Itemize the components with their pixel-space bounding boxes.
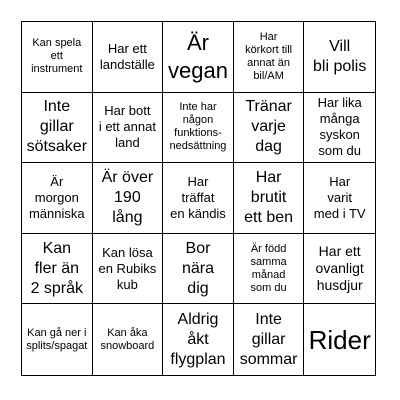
bingo-cell[interactable] (163, 304, 234, 375)
bingo-cell-text: Är över 190 lång (101, 168, 154, 226)
bingo-cell-text: Vill bli polis (313, 37, 367, 75)
bingo-cell[interactable] (163, 234, 234, 305)
bingo-cell[interactable] (163, 22, 234, 93)
bingo-cell-text: Kan åka snowboard (100, 326, 155, 352)
bingo-cell-text: Har körkort till annat än bil/AM (245, 30, 293, 82)
bingo-cell-text: Har varit med i TV (313, 173, 366, 221)
bingo-cell[interactable] (22, 163, 93, 234)
bingo-cell[interactable] (93, 234, 164, 305)
bingo-cell-text: Inte har någon funktions- nedsättning (169, 101, 227, 153)
bingo-cell[interactable] (163, 163, 234, 234)
bingo-cell[interactable] (234, 22, 305, 93)
bingo-cell[interactable] (22, 93, 93, 164)
bingo-cell[interactable] (304, 22, 375, 93)
bingo-board (21, 21, 376, 376)
bingo-cell-text: Rider (308, 324, 371, 355)
bingo-cell-text: Har ett landställe (99, 40, 155, 72)
bingo-cell-text: Är morgon människa (28, 173, 85, 221)
bingo-cell[interactable] (234, 163, 305, 234)
bingo-cell[interactable] (234, 93, 305, 164)
bingo-cell[interactable] (22, 304, 93, 375)
bingo-cell-text: Har ett ovanligt husdjur (315, 243, 364, 294)
bingo-cell-text: Har bott i ett annat land (98, 103, 156, 151)
bingo-cell[interactable] (163, 93, 234, 164)
bingo-cell[interactable] (234, 234, 305, 305)
bingo-cell-text: Kan lösa en Rubiks kub (98, 244, 157, 292)
bingo-cell-text: Är född samma månad som du (250, 242, 287, 294)
bingo-cell-text: Har lika många syskon som du (317, 95, 362, 159)
bingo-cell[interactable] (93, 163, 164, 234)
bingo-cell-text: Inte gillar sommar (239, 310, 298, 368)
bingo-cell[interactable] (304, 304, 375, 375)
bingo-cell[interactable] (234, 304, 305, 375)
bingo-cell-text: Har träffat en kändis (170, 173, 226, 221)
bingo-cell[interactable] (22, 22, 93, 93)
bingo-cell-text: Kan fler än 2 språk (30, 239, 84, 297)
bingo-cell-text: Kan spela ett instrument (31, 37, 83, 76)
bingo-cell[interactable] (304, 163, 375, 234)
bingo-cell-text: Kan gå ner i splits/spagat (26, 326, 88, 352)
bingo-cell-text: Tränar varje dag (245, 98, 292, 156)
bingo-cell[interactable] (93, 22, 164, 93)
bingo-cell-text: Bor nära dig (181, 239, 214, 297)
bingo-cell[interactable] (93, 304, 164, 375)
bingo-cell[interactable] (93, 93, 164, 164)
bingo-cell-text: Inte gillar sötsaker (26, 98, 88, 156)
bingo-cell[interactable] (304, 93, 375, 164)
bingo-cell-text: Aldrig åkt flygplan (170, 310, 226, 368)
bingo-cell[interactable] (304, 234, 375, 305)
bingo-cell[interactable] (22, 234, 93, 305)
bingo-cell-text: Är vegan (168, 29, 228, 83)
bingo-cell-text: Har brutit ett ben (244, 168, 294, 226)
